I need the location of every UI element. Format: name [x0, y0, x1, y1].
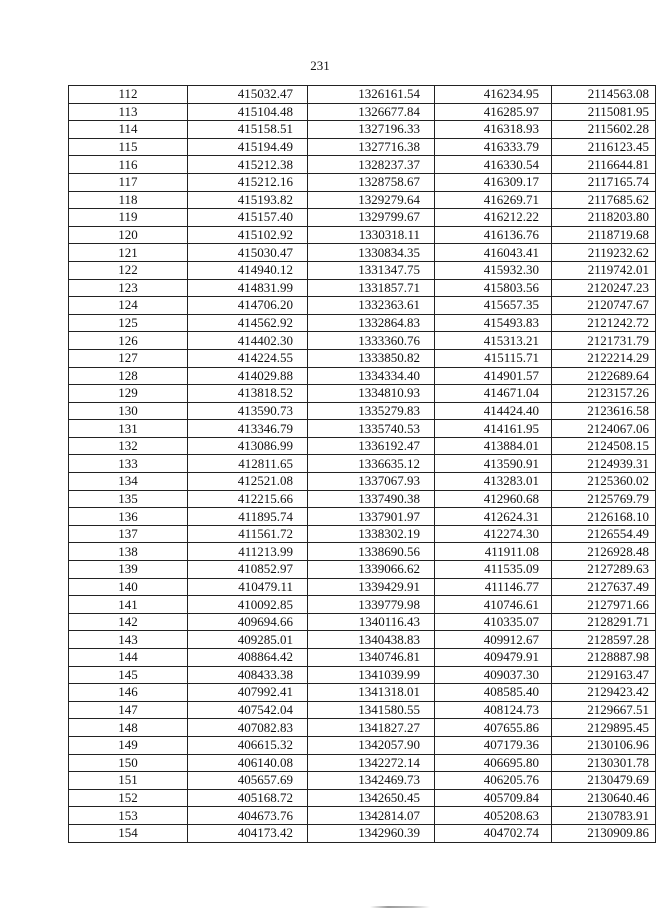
table-row	[69, 824, 656, 842]
row-index-cell: 133	[69, 455, 188, 473]
value-cell: 2117685.62	[552, 191, 656, 209]
row-index-cell: 137	[69, 525, 188, 543]
value-cell: 1338302.19	[308, 525, 435, 543]
value-cell: 1342960.39	[308, 824, 435, 842]
value-cell: 1336192.47	[308, 437, 435, 455]
value-cell: 405709.84	[435, 789, 552, 807]
table-row	[69, 297, 656, 315]
value-cell: 415194.49	[188, 138, 308, 156]
row-index-cell: 125	[69, 314, 188, 332]
value-cell: 1328237.37	[308, 156, 435, 174]
value-cell: 410852.97	[188, 561, 308, 579]
table-row	[69, 649, 656, 667]
value-cell: 412274.30	[435, 525, 552, 543]
table-row	[69, 226, 656, 244]
value-cell: 407542.04	[188, 701, 308, 719]
value-cell: 2115602.28	[552, 121, 656, 139]
value-cell: 413590.91	[435, 455, 552, 473]
row-index-cell: 126	[69, 332, 188, 350]
value-cell: 414831.99	[188, 279, 308, 297]
value-cell: 416333.79	[435, 138, 552, 156]
value-cell: 416212.22	[435, 209, 552, 227]
table-row	[69, 138, 656, 156]
value-cell: 1340116.43	[308, 613, 435, 631]
value-cell: 2130479.69	[552, 772, 656, 790]
value-cell: 2126168.10	[552, 508, 656, 526]
value-cell: 411911.08	[435, 543, 552, 561]
value-cell: 410092.85	[188, 596, 308, 614]
row-index-cell: 129	[69, 385, 188, 403]
value-cell: 404673.76	[188, 807, 308, 825]
value-cell: 412215.66	[188, 490, 308, 508]
value-cell: 415193.82	[188, 191, 308, 209]
value-cell: 416318.93	[435, 121, 552, 139]
table-row	[69, 420, 656, 438]
row-index-cell: 116	[69, 156, 188, 174]
row-index-cell: 114	[69, 121, 188, 139]
value-cell: 1339779.98	[308, 596, 435, 614]
value-cell: 2127289.63	[552, 561, 656, 579]
row-index-cell: 119	[69, 209, 188, 227]
value-cell: 414029.88	[188, 367, 308, 385]
value-cell: 2123157.26	[552, 385, 656, 403]
row-index-cell: 154	[69, 824, 188, 842]
value-cell: 1341580.55	[308, 701, 435, 719]
row-index-cell: 142	[69, 613, 188, 631]
value-cell: 2129163.47	[552, 666, 656, 684]
value-cell: 1341039.99	[308, 666, 435, 684]
value-cell: 1338690.56	[308, 543, 435, 561]
value-cell: 415115.71	[435, 349, 552, 367]
value-cell: 2126554.49	[552, 525, 656, 543]
value-cell: 2130909.86	[552, 824, 656, 842]
value-cell: 2129423.42	[552, 684, 656, 702]
value-cell: 413086.99	[188, 437, 308, 455]
value-cell: 415104.48	[188, 103, 308, 121]
value-cell: 412960.68	[435, 490, 552, 508]
value-cell: 415313.21	[435, 332, 552, 350]
value-cell: 1333850.82	[308, 349, 435, 367]
value-cell: 406695.80	[435, 754, 552, 772]
value-cell: 2121731.79	[552, 332, 656, 350]
row-index-cell: 124	[69, 297, 188, 315]
value-cell: 1342814.07	[308, 807, 435, 825]
value-cell: 409912.67	[435, 631, 552, 649]
value-cell: 414706.20	[188, 297, 308, 315]
row-index-cell: 123	[69, 279, 188, 297]
table-row	[69, 473, 656, 491]
value-cell: 416043.41	[435, 244, 552, 262]
value-cell: 408585.40	[435, 684, 552, 702]
table-row	[69, 525, 656, 543]
table-row	[69, 789, 656, 807]
row-index-cell: 147	[69, 701, 188, 719]
value-cell: 416285.97	[435, 103, 552, 121]
table-row	[69, 367, 656, 385]
table-row	[69, 349, 656, 367]
value-cell: 416234.95	[435, 86, 552, 104]
value-cell: 1330318.11	[308, 226, 435, 244]
value-cell: 409694.66	[188, 613, 308, 631]
table-row	[69, 596, 656, 614]
row-index-cell: 132	[69, 437, 188, 455]
value-cell: 1327196.33	[308, 121, 435, 139]
value-cell: 1341827.27	[308, 719, 435, 737]
row-index-cell: 149	[69, 736, 188, 754]
value-cell: 2128597.28	[552, 631, 656, 649]
value-cell: 2130106.96	[552, 736, 656, 754]
value-cell: 414402.30	[188, 332, 308, 350]
value-cell: 414562.92	[188, 314, 308, 332]
value-cell: 410746.61	[435, 596, 552, 614]
table-row	[69, 191, 656, 209]
value-cell: 1333360.76	[308, 332, 435, 350]
value-cell: 2114563.08	[552, 86, 656, 104]
table-row	[69, 807, 656, 825]
value-cell: 407082.83	[188, 719, 308, 737]
value-cell: 1341318.01	[308, 684, 435, 702]
value-cell: 1342469.73	[308, 772, 435, 790]
value-cell: 1331347.75	[308, 261, 435, 279]
table-row	[69, 279, 656, 297]
value-cell: 1331857.71	[308, 279, 435, 297]
value-cell: 2130301.78	[552, 754, 656, 772]
row-index-cell: 145	[69, 666, 188, 684]
value-cell: 2115081.95	[552, 103, 656, 121]
table-row	[69, 701, 656, 719]
value-cell: 412521.08	[188, 473, 308, 491]
value-cell: 2120747.67	[552, 297, 656, 315]
value-cell: 415212.16	[188, 173, 308, 191]
value-cell: 405208.63	[435, 807, 552, 825]
value-cell: 414424.40	[435, 402, 552, 420]
table-row	[69, 613, 656, 631]
table-row	[69, 121, 656, 139]
value-cell: 1337067.93	[308, 473, 435, 491]
value-cell: 2126928.48	[552, 543, 656, 561]
value-cell: 1334334.40	[308, 367, 435, 385]
table-row	[69, 209, 656, 227]
table-row	[69, 772, 656, 790]
value-cell: 406140.08	[188, 754, 308, 772]
value-cell: 2129667.51	[552, 701, 656, 719]
row-index-cell: 128	[69, 367, 188, 385]
value-cell: 405168.72	[188, 789, 308, 807]
value-cell: 2127971.66	[552, 596, 656, 614]
value-cell: 416136.76	[435, 226, 552, 244]
value-cell: 414671.04	[435, 385, 552, 403]
value-cell: 2129895.45	[552, 719, 656, 737]
value-cell: 2121242.72	[552, 314, 656, 332]
table-row	[69, 754, 656, 772]
table-row	[69, 156, 656, 174]
value-cell: 411561.72	[188, 525, 308, 543]
value-cell: 406205.76	[435, 772, 552, 790]
table-row	[69, 402, 656, 420]
value-cell: 415932.30	[435, 261, 552, 279]
value-cell: 2125769.79	[552, 490, 656, 508]
value-cell: 1326677.84	[308, 103, 435, 121]
value-cell: 404702.74	[435, 824, 552, 842]
value-cell: 2130640.46	[552, 789, 656, 807]
value-cell: 1337901.97	[308, 508, 435, 526]
row-index-cell: 127	[69, 349, 188, 367]
value-cell: 1339066.62	[308, 561, 435, 579]
value-cell: 414940.12	[188, 261, 308, 279]
value-cell: 2123616.58	[552, 402, 656, 420]
value-cell: 1330834.35	[308, 244, 435, 262]
row-index-cell: 112	[69, 86, 188, 104]
value-cell: 2119742.01	[552, 261, 656, 279]
value-cell: 412624.31	[435, 508, 552, 526]
value-cell: 2124939.31	[552, 455, 656, 473]
value-cell: 411146.77	[435, 578, 552, 596]
value-cell: 411535.09	[435, 561, 552, 579]
value-cell: 2128887.98	[552, 649, 656, 667]
row-index-cell: 115	[69, 138, 188, 156]
value-cell: 1329279.64	[308, 191, 435, 209]
row-index-cell: 139	[69, 561, 188, 579]
value-cell: 415102.92	[188, 226, 308, 244]
scan-artifact	[370, 906, 430, 908]
row-index-cell: 143	[69, 631, 188, 649]
value-cell: 416309.17	[435, 173, 552, 191]
value-cell: 1337490.38	[308, 490, 435, 508]
table-row	[69, 173, 656, 191]
value-cell: 410335.07	[435, 613, 552, 631]
value-cell: 2118203.80	[552, 209, 656, 227]
value-cell: 413283.01	[435, 473, 552, 491]
value-cell: 1328758.67	[308, 173, 435, 191]
row-index-cell: 141	[69, 596, 188, 614]
value-cell: 407179.36	[435, 736, 552, 754]
table-row	[69, 684, 656, 702]
value-cell: 413818.52	[188, 385, 308, 403]
row-index-cell: 151	[69, 772, 188, 790]
table-row	[69, 86, 656, 104]
row-index-cell: 130	[69, 402, 188, 420]
value-cell: 404173.42	[188, 824, 308, 842]
value-cell: 1342650.45	[308, 789, 435, 807]
table-row	[69, 244, 656, 262]
row-index-cell: 134	[69, 473, 188, 491]
coordinates-table	[68, 85, 656, 843]
value-cell: 2116123.45	[552, 138, 656, 156]
value-cell: 414161.95	[435, 420, 552, 438]
value-cell: 407992.41	[188, 684, 308, 702]
value-cell: 412811.65	[188, 455, 308, 473]
table-row	[69, 437, 656, 455]
value-cell: 407655.86	[435, 719, 552, 737]
value-cell: 2116644.81	[552, 156, 656, 174]
table-row	[69, 736, 656, 754]
value-cell: 413884.01	[435, 437, 552, 455]
value-cell: 1329799.67	[308, 209, 435, 227]
value-cell: 2128291.71	[552, 613, 656, 631]
value-cell: 1335740.53	[308, 420, 435, 438]
row-index-cell: 140	[69, 578, 188, 596]
value-cell: 405657.69	[188, 772, 308, 790]
table-row	[69, 103, 656, 121]
table-row	[69, 543, 656, 561]
value-cell: 1332363.61	[308, 297, 435, 315]
table-row	[69, 578, 656, 596]
value-cell: 415158.51	[188, 121, 308, 139]
table-row	[69, 666, 656, 684]
value-cell: 1342057.90	[308, 736, 435, 754]
value-cell: 2130783.91	[552, 807, 656, 825]
row-index-cell: 138	[69, 543, 188, 561]
table-row	[69, 490, 656, 508]
table-row	[69, 314, 656, 332]
row-index-cell: 117	[69, 173, 188, 191]
row-index-cell: 121	[69, 244, 188, 262]
value-cell: 1332864.83	[308, 314, 435, 332]
value-cell: 1335279.83	[308, 402, 435, 420]
row-index-cell: 131	[69, 420, 188, 438]
value-cell: 409037.30	[435, 666, 552, 684]
value-cell: 409285.01	[188, 631, 308, 649]
value-cell: 2120247.23	[552, 279, 656, 297]
table-row	[69, 332, 656, 350]
row-index-cell: 118	[69, 191, 188, 209]
value-cell: 1336635.12	[308, 455, 435, 473]
row-index-cell: 146	[69, 684, 188, 702]
value-cell: 406615.32	[188, 736, 308, 754]
value-cell: 1340438.83	[308, 631, 435, 649]
row-index-cell: 122	[69, 261, 188, 279]
value-cell: 415803.56	[435, 279, 552, 297]
table-row	[69, 385, 656, 403]
value-cell: 2127637.49	[552, 578, 656, 596]
page-number: 231	[310, 58, 330, 73]
value-cell: 415657.35	[435, 297, 552, 315]
row-index-cell: 135	[69, 490, 188, 508]
value-cell: 411213.99	[188, 543, 308, 561]
row-index-cell: 153	[69, 807, 188, 825]
table-body	[69, 86, 656, 843]
row-index-cell: 150	[69, 754, 188, 772]
value-cell: 408124.73	[435, 701, 552, 719]
value-cell: 413590.73	[188, 402, 308, 420]
value-cell: 2122689.64	[552, 367, 656, 385]
value-cell: 2125360.02	[552, 473, 656, 491]
value-cell: 2124508.15	[552, 437, 656, 455]
table-row	[69, 631, 656, 649]
value-cell: 413346.79	[188, 420, 308, 438]
value-cell: 2119232.62	[552, 244, 656, 262]
value-cell: 408864.42	[188, 649, 308, 667]
value-cell: 409479.91	[435, 649, 552, 667]
table-row	[69, 508, 656, 526]
value-cell: 1334810.93	[308, 385, 435, 403]
value-cell: 1342272.14	[308, 754, 435, 772]
value-cell: 414224.55	[188, 349, 308, 367]
table-row	[69, 261, 656, 279]
table-row	[69, 455, 656, 473]
row-index-cell: 120	[69, 226, 188, 244]
value-cell: 415030.47	[188, 244, 308, 262]
value-cell: 414901.57	[435, 367, 552, 385]
value-cell: 410479.11	[188, 578, 308, 596]
row-index-cell: 144	[69, 649, 188, 667]
row-index-cell: 136	[69, 508, 188, 526]
row-index-cell: 148	[69, 719, 188, 737]
value-cell: 2118719.68	[552, 226, 656, 244]
table-row	[69, 719, 656, 737]
value-cell: 408433.38	[188, 666, 308, 684]
row-index-cell: 152	[69, 789, 188, 807]
value-cell: 1339429.91	[308, 578, 435, 596]
table-row	[69, 561, 656, 579]
value-cell: 2117165.74	[552, 173, 656, 191]
value-cell: 415212.38	[188, 156, 308, 174]
value-cell: 2122214.29	[552, 349, 656, 367]
value-cell: 1340746.81	[308, 649, 435, 667]
value-cell: 416330.54	[435, 156, 552, 174]
value-cell: 411895.74	[188, 508, 308, 526]
value-cell: 2124067.06	[552, 420, 656, 438]
row-index-cell: 113	[69, 103, 188, 121]
value-cell: 416269.71	[435, 191, 552, 209]
value-cell: 1327716.38	[308, 138, 435, 156]
value-cell: 415493.83	[435, 314, 552, 332]
value-cell: 1326161.54	[308, 86, 435, 104]
value-cell: 415032.47	[188, 86, 308, 104]
value-cell: 415157.40	[188, 209, 308, 227]
